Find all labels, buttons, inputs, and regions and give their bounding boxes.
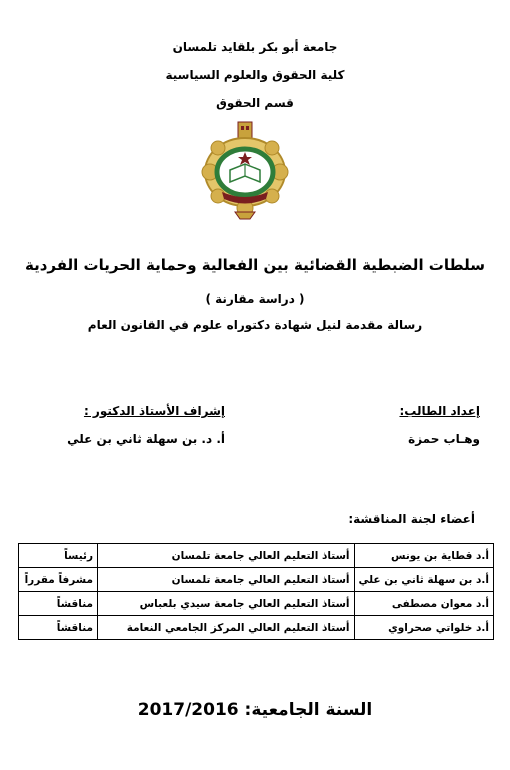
- member-role: مشرفاً مقرراً: [19, 568, 98, 592]
- member-role: مناقشاً: [19, 616, 98, 640]
- member-position: أستاذ التعليم العالي جامعة تلمسان: [98, 544, 355, 568]
- table-row: [19, 568, 494, 592]
- supervisor-label: إشراف الأستاذ الدكتور :: [83, 404, 225, 418]
- member-name: أ.د بن سهلة ثاني بن علي: [354, 568, 493, 592]
- university-seal-icon: [200, 120, 290, 220]
- table-row: [19, 616, 494, 640]
- committee-table: [18, 543, 494, 640]
- member-position: أستاذ التعليم العالي جامعة سيدي بلعباس: [98, 592, 355, 616]
- thesis-subtitle: ( دراسة مقارنة ): [205, 292, 305, 306]
- committee-label: أعضاء لجنة المناقشة:: [348, 512, 475, 526]
- member-role: مناقشاً: [19, 592, 98, 616]
- member-name: أ.د معوان مصطفى: [354, 592, 493, 616]
- academic-year-value: 2017/2016: [137, 700, 239, 720]
- department-name: قسم الحقوق: [216, 96, 294, 110]
- thesis-title: سلطات الضبطية القضائية بين الفعالية وحماية الحريات الفردية: [25, 256, 485, 274]
- member-position: أستاذ التعليم العالي المركز الجامعي النعامة: [98, 616, 355, 640]
- supervisor-name: أ. د. بن سهلة ثاني بن علي: [67, 432, 225, 446]
- prepared-by-label: إعداد الطالب:: [399, 404, 480, 418]
- academic-year-label: السنة الجامعية:: [244, 700, 373, 720]
- member-role: رئيساً: [19, 544, 98, 568]
- member-position: أستاذ التعليم العالي جامعة تلمسان: [98, 568, 355, 592]
- student-name: وهـاب حمزة: [408, 432, 480, 446]
- member-name: أ.د خلواتي صحراوي: [354, 616, 493, 640]
- academic-year: [0, 700, 510, 720]
- university-name: جامعة أبو بكر بلقايد تلمسان: [172, 40, 338, 54]
- thesis-purpose: رسالة مقدمة لنيل شهادة دكتوراه علوم في القانون العام: [87, 318, 423, 332]
- faculty-name: كلية الحقوق والعلوم السياسية: [165, 68, 345, 82]
- table-row: [19, 592, 494, 616]
- table-row: [19, 544, 494, 568]
- member-name: أ.د قطاية بن يونس: [354, 544, 493, 568]
